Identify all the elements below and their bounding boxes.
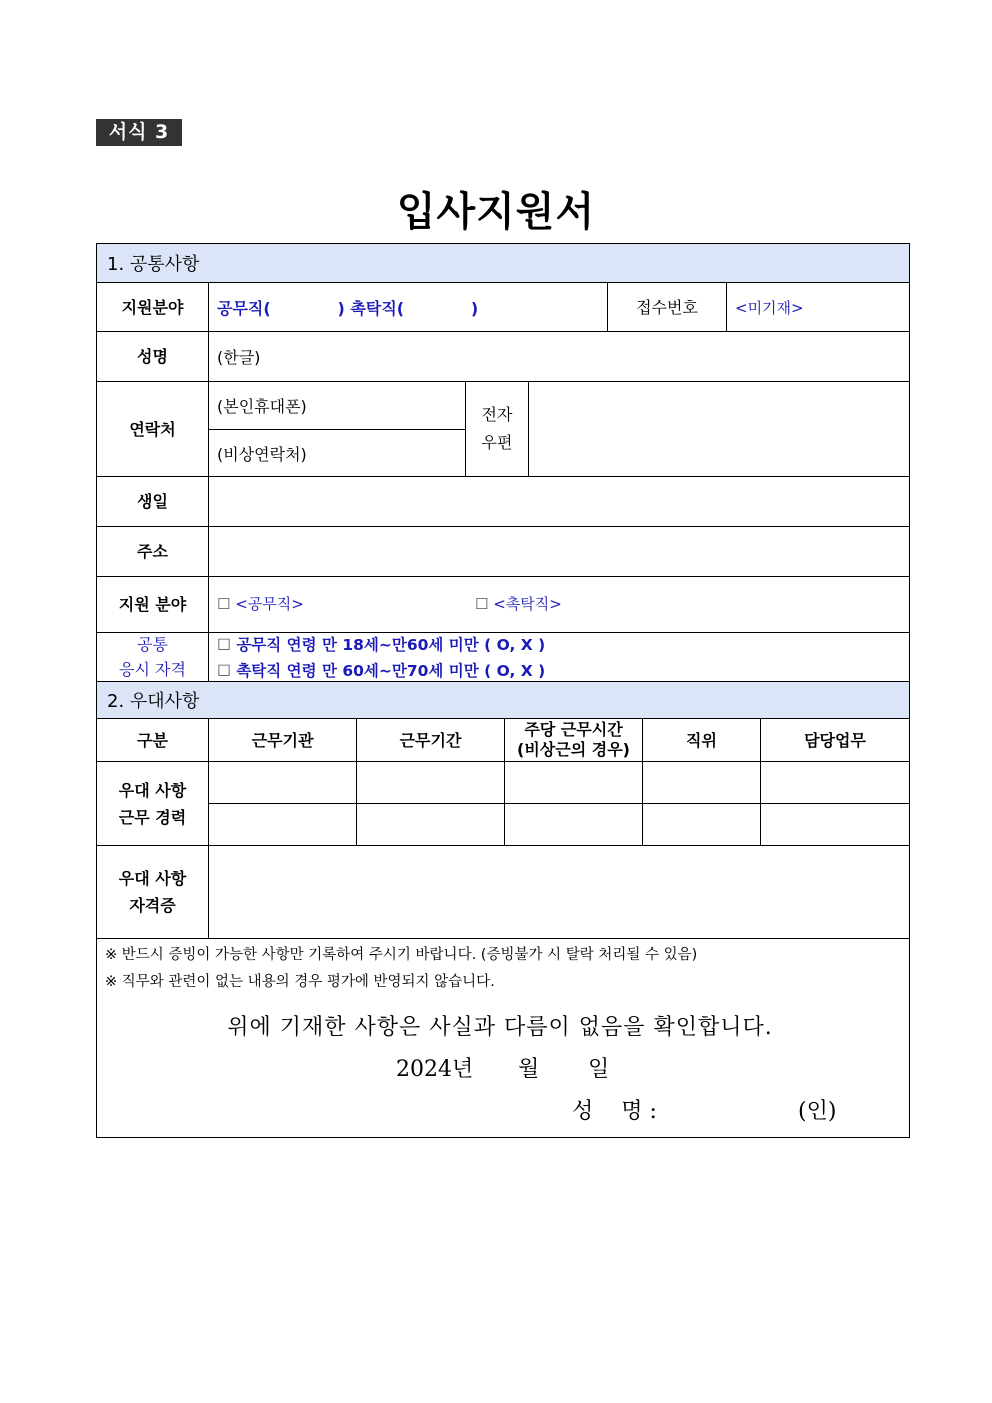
apply-option-public[interactable] — [217, 593, 304, 614]
name-label-text: 성명 — [137, 347, 168, 366]
address-label-text: 주소 — [137, 542, 168, 561]
career-row1-workplace[interactable] — [208, 761, 357, 804]
certificate-label-line1: 우대 사항 — [118, 869, 187, 888]
section-preference-heading — [96, 681, 910, 719]
apply-option-contract-label: <촉탁직> — [493, 595, 562, 613]
certificate-field[interactable] — [208, 845, 910, 939]
emergency-contact-field[interactable] — [208, 429, 466, 477]
email-label-line2: 우편 — [481, 433, 513, 452]
name-field[interactable] — [208, 331, 910, 382]
career-label-line2: 근무 경력 — [118, 807, 187, 827]
career-row1-position[interactable] — [642, 761, 761, 804]
birthday-label — [96, 476, 209, 527]
birthday-field[interactable] — [208, 476, 910, 527]
name-hint: (한글) — [217, 348, 261, 367]
career-row2-period[interactable] — [356, 803, 505, 846]
career-row1-period[interactable] — [356, 761, 505, 804]
col-position-text: 직위 — [686, 730, 717, 750]
col-work-period-text: 근무기간 — [399, 730, 462, 750]
apply-option-public-label: <공무직> — [235, 595, 304, 613]
mobile-hint: (본인휴대폰) — [217, 397, 307, 416]
col-weekly-hours-line2: (비상근의 경우) — [517, 740, 630, 759]
field-value-cell[interactable] — [208, 282, 608, 332]
qualification-options — [208, 632, 910, 682]
mobile-field[interactable] — [208, 381, 466, 430]
career-label — [96, 761, 209, 846]
birthday-label-text: 생일 — [137, 492, 168, 511]
address-label — [96, 526, 209, 577]
career-label-line1: 우대 사항 — [118, 780, 187, 800]
emergency-contact-hint: (비상연락처) — [217, 444, 307, 464]
field-label — [96, 282, 209, 332]
checkbox-icon[interactable]: ☐ — [217, 636, 231, 654]
apply-field-label-text: 지원 분야 — [118, 595, 187, 614]
checkbox-icon[interactable]: ☐ — [217, 595, 231, 613]
col-weekly-hours — [504, 718, 643, 762]
col-workplace — [208, 718, 357, 762]
col-duties — [760, 718, 910, 762]
checkbox-icon[interactable]: ☐ — [475, 595, 489, 613]
contact-label-text: 연락처 — [129, 419, 176, 439]
career-row1-duties[interactable] — [760, 761, 910, 804]
form-number-badge: 서식 3 — [96, 119, 182, 146]
career-row2-duties[interactable] — [760, 803, 910, 846]
col-duties-text: 담당업무 — [804, 730, 866, 750]
career-row2-hours[interactable] — [504, 803, 643, 846]
col-category-text: 구분 — [137, 730, 168, 750]
page-title: 입사지원서 — [396, 189, 596, 235]
date-day[interactable]: 일 — [588, 1057, 610, 1082]
col-workplace-text: 근무기관 — [251, 730, 314, 750]
qualification-public-age[interactable] — [217, 633, 545, 655]
qualification-contract-age-text: 촉탁직 연령 만 60세~만70세 미만 ( O, X ) — [236, 662, 546, 680]
apply-option-contract[interactable] — [475, 593, 562, 614]
qualification-label-line2: 응시 자격 — [119, 660, 186, 679]
qualification-label — [96, 632, 209, 682]
contact-label — [96, 381, 209, 477]
col-work-period — [356, 718, 505, 762]
field-value-text: 공무직( ) 촉탁직( ) — [217, 298, 479, 318]
certificate-label — [96, 845, 209, 939]
note-relevance: ※ 직무와 관련이 없는 내용의 경우 평가에 반영되지 않습니다. — [105, 974, 495, 990]
field-label-text: 지원분야 — [121, 297, 184, 317]
qualification-public-age-text: 공무직 연령 만 18세~만60세 미만 ( O, X ) — [236, 636, 546, 654]
note-evidence: ※ 반드시 증빙이 가능한 사항만 기록하여 주시기 바랍니다. (증빙불가 시 탈락 처리될 수 있음) — [105, 947, 698, 963]
date-year[interactable]: 2024년 — [396, 1057, 474, 1082]
qualification-label-line1: 공통 — [137, 635, 168, 654]
signature-label: 성 명 : — [572, 1099, 657, 1124]
certificate-label-line2: 자격증 — [129, 896, 176, 915]
name-label — [96, 331, 209, 382]
section-common-heading — [96, 243, 910, 283]
qualification-contract-age[interactable] — [217, 659, 545, 681]
email-field[interactable] — [528, 381, 910, 477]
col-position — [642, 718, 761, 762]
receipt-number-label — [607, 282, 727, 332]
receipt-number-value — [726, 282, 910, 332]
confirmation-statement: 위에 기재한 사항은 사실과 다름이 없음을 확인합니다. — [227, 1015, 773, 1040]
career-row1-hours[interactable] — [504, 761, 643, 804]
section-preference-title: 2. 우대사항 — [107, 691, 200, 712]
email-label — [465, 381, 529, 477]
apply-field-options — [208, 576, 910, 633]
checkbox-icon[interactable]: ☐ — [217, 662, 231, 680]
email-label-line1: 전자 — [481, 405, 513, 424]
career-row2-position[interactable] — [642, 803, 761, 846]
receipt-number-value-text: <미기재> — [735, 298, 804, 317]
career-row2-workplace[interactable] — [208, 803, 357, 846]
date-month[interactable]: 월 — [518, 1057, 540, 1082]
col-weekly-hours-line1: 주당 근무시간 — [524, 720, 623, 739]
seal-mark[interactable]: (인) — [798, 1099, 837, 1124]
section-common-title: 1. 공통사항 — [107, 254, 200, 275]
col-category — [96, 718, 209, 762]
address-field[interactable] — [208, 526, 910, 577]
apply-field-label — [96, 576, 209, 633]
receipt-number-label-text: 접수번호 — [636, 297, 698, 317]
